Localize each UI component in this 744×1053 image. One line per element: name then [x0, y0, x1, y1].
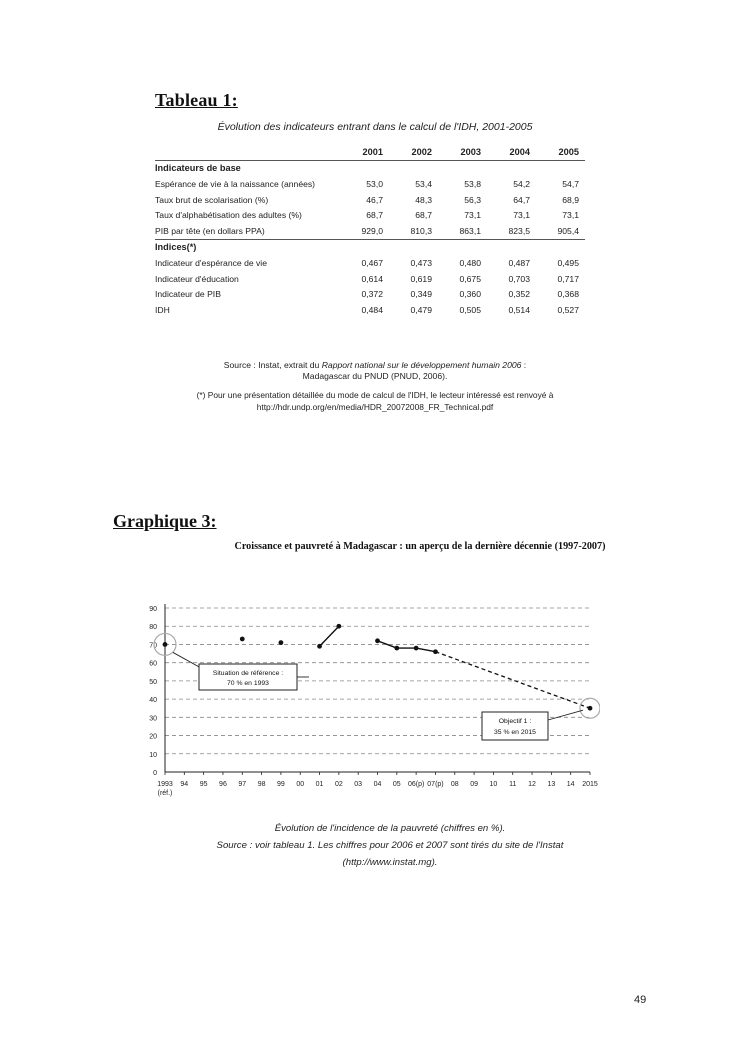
cell-value: 0,349 — [410, 289, 432, 300]
cell-value: 54,7 — [562, 178, 579, 189]
cell-value: 53,4 — [415, 178, 432, 189]
y-tick-label: 70 — [149, 642, 157, 650]
objective-callout-pointer — [548, 710, 583, 720]
section-row-indices — [155, 239, 585, 255]
y-tick-label: 10 — [149, 751, 157, 759]
data-point — [414, 646, 419, 651]
row-label: Espérance de vie à la naissance (années) — [155, 178, 316, 189]
cell-value: 53,0 — [366, 178, 383, 189]
year-header: 2005 — [558, 146, 579, 157]
objective-callout-value: 35 % en 2015 — [494, 729, 536, 736]
section-label-base: Indicateurs de base — [155, 160, 585, 176]
x-tick-label: 10 — [489, 781, 498, 788]
table-caption: Évolution des indicateurs entrant dans le calcul de l'IDH, 2001-2005 — [217, 121, 533, 133]
data-point — [433, 649, 438, 654]
cell-value: 905,4 — [557, 225, 579, 236]
cell-value: 0,473 — [410, 257, 432, 268]
cell-value: 0,467 — [361, 257, 383, 268]
x-tick-label: 2015 — [582, 781, 598, 788]
x-tick-label: 06(p) — [407, 781, 425, 788]
row-label: Indicateur d'espérance de vie — [155, 257, 267, 268]
table-row — [155, 207, 585, 223]
row-label: Taux d'alphabétisation des adultes (%) — [155, 210, 302, 221]
cell-value: 823,5 — [508, 225, 530, 236]
data-point — [317, 644, 322, 649]
x-tick-label: 04 — [373, 781, 382, 788]
x-tick-label: 08 — [450, 781, 459, 788]
cell-value: 73,1 — [464, 210, 481, 221]
x-tick-label: 99 — [277, 781, 285, 788]
y-tick-label: 90 — [149, 606, 157, 613]
cell-value: 68,9 — [562, 194, 579, 205]
poverty-line-chart — [130, 598, 600, 818]
cell-value: 0,614 — [361, 273, 383, 284]
graph-caption-line2: Source : voir tableau 1. Les chiffres pour 2006 et 2007 sont tirés du site de l'Instat — [216, 840, 564, 851]
row-label: PIB par tête (en dollars PPA) — [155, 225, 265, 236]
row-label: Taux brut de scolarisation (%) — [155, 194, 269, 205]
cell-value: 0,352 — [508, 289, 530, 300]
cell-value: 48,3 — [415, 194, 432, 205]
cell-value: 0,360 — [459, 289, 481, 300]
table-source — [160, 360, 590, 382]
cell-value: 53,8 — [464, 178, 481, 189]
x-tick-label: 01 — [315, 781, 324, 788]
x-tick-label: 00 — [296, 781, 305, 788]
footnote-url: http://hdr.undp.org/en/media/HDR_20072008_FR_Technical.pdf — [256, 402, 494, 412]
data-point — [336, 624, 341, 629]
table-source-line1 — [160, 360, 590, 371]
graph-caption-line3: (http://www.instat.mg). — [342, 857, 438, 868]
series-line-segment — [378, 641, 397, 648]
x-tick-label: 94 — [180, 781, 189, 788]
x-tick-label: 13 — [547, 781, 556, 788]
x-tick-label: 97 — [238, 781, 247, 788]
source-report-title: Rapport national sur le développement humain 2006 — [321, 360, 522, 370]
table-row — [155, 255, 585, 271]
source-prefix: Source : Instat, extrait du — [223, 360, 322, 370]
x-tick-label: 14 — [566, 781, 575, 788]
reference-callout-pointer — [173, 652, 201, 668]
objective-callout-text: Objectif 1 : — [498, 718, 532, 725]
x-tick-label: 11 — [509, 781, 517, 788]
cell-value: 0,495 — [557, 257, 579, 268]
cell-value: 810,3 — [410, 225, 432, 236]
cell-value: 0,527 — [557, 304, 579, 315]
data-point — [163, 642, 168, 647]
cell-value: 863,1 — [459, 225, 481, 236]
page-number: 49 — [634, 994, 647, 1006]
table-corner-cell — [155, 144, 340, 160]
x-tick-label: 09 — [470, 781, 478, 788]
cell-value: 0,717 — [557, 273, 579, 284]
table-row — [155, 223, 585, 239]
footnote-line1: (*) Pour une présentation détaillée du mode de calcul de l'IDH, le lecteur intéressé est renvoyé à — [196, 390, 554, 400]
y-tick-label: 20 — [149, 733, 157, 741]
x-tick-label: 95 — [199, 781, 208, 788]
x-tick-label: 07(p) — [427, 781, 444, 788]
cell-value: 0,368 — [557, 289, 579, 300]
y-tick-label: 80 — [149, 624, 157, 632]
chart-axes — [149, 604, 598, 797]
section-label-indices: Indices(*) — [155, 239, 585, 255]
row-label: Indicateur de PIB — [155, 289, 221, 300]
y-tick-label: 40 — [149, 697, 157, 705]
year-header: 2004 — [509, 146, 530, 157]
cell-value: 46,7 — [366, 194, 383, 205]
cell-value: 54,2 — [513, 178, 530, 189]
cell-value: 0,484 — [361, 304, 383, 315]
x-tick-label: 05 — [392, 781, 401, 788]
table-row — [155, 192, 585, 208]
section-row-base — [155, 160, 585, 176]
table-header-row — [155, 144, 585, 160]
table-row — [155, 302, 585, 318]
cell-value: 929,0 — [361, 225, 383, 236]
year-header: 2001 — [362, 146, 383, 157]
hdi-indicators-table — [155, 144, 585, 318]
cell-value: 0,479 — [410, 304, 432, 315]
cell-value: 68,7 — [366, 210, 383, 221]
cell-value: 73,1 — [513, 210, 530, 221]
data-point — [588, 706, 593, 711]
year-header: 2003 — [460, 146, 481, 157]
x-tick-label: 1993 — [157, 781, 173, 788]
y-tick-label: 30 — [149, 715, 157, 723]
reference-callout-text: Situation de référence : — [212, 670, 284, 677]
cell-value: 0,505 — [459, 304, 481, 315]
cell-value: 64,7 — [513, 194, 530, 205]
cell-value: 56,3 — [464, 194, 481, 205]
table-row — [155, 286, 585, 302]
cell-value: 68,7 — [415, 210, 432, 221]
projection-line-segment — [435, 652, 590, 708]
row-label: Indicateur d'éducation — [155, 273, 239, 284]
x-tick-label: 02 — [334, 781, 343, 788]
table-title: Tableau 1: — [155, 90, 238, 110]
y-tick-label: 0 — [153, 770, 157, 777]
cell-value: 0,372 — [361, 289, 383, 300]
table-footnote — [165, 389, 585, 413]
source-suffix: : — [521, 360, 527, 370]
y-tick-label: 50 — [149, 678, 157, 686]
series-line-segment — [320, 626, 339, 646]
cell-value: 0,487 — [508, 257, 530, 268]
cell-value: 0,703 — [508, 273, 530, 284]
x-tick-label: 98 — [257, 781, 266, 788]
series-line-segment — [416, 648, 435, 652]
data-point — [279, 640, 284, 645]
y-tick-label: 60 — [149, 660, 157, 668]
x-tick-sublabel: (réf.) — [157, 790, 173, 797]
row-label: IDH — [155, 304, 170, 315]
table-row — [155, 271, 585, 287]
cell-value: 73,1 — [562, 210, 579, 221]
chart-annotations — [154, 633, 600, 740]
reference-callout-value: 70 % en 1993 — [227, 680, 269, 687]
x-tick-label: 96 — [219, 781, 227, 788]
cell-value: 0,619 — [410, 273, 432, 284]
cell-value: 0,480 — [459, 257, 481, 268]
year-header: 2002 — [411, 146, 432, 157]
cell-value: 0,514 — [508, 304, 530, 315]
graph-caption — [170, 820, 610, 871]
data-point — [375, 638, 380, 643]
table-row — [155, 176, 585, 192]
graph-caption-line1: Évolution de l'incidence de la pauvreté (chiffres en %). — [274, 823, 506, 834]
graph-subtitle: Croissance et pauvreté à Madagascar : un aperçu de la dernière décennie (1997-2007) — [234, 541, 606, 552]
graph-title: Graphique 3: — [113, 511, 217, 531]
data-point — [394, 646, 399, 651]
x-tick-label: 03 — [354, 781, 363, 788]
x-tick-label: 12 — [528, 781, 536, 788]
cell-value: 0,675 — [459, 273, 481, 284]
table-source-line2: Madagascar du PNUD (PNUD, 2006). — [302, 371, 448, 381]
data-point — [240, 637, 245, 642]
